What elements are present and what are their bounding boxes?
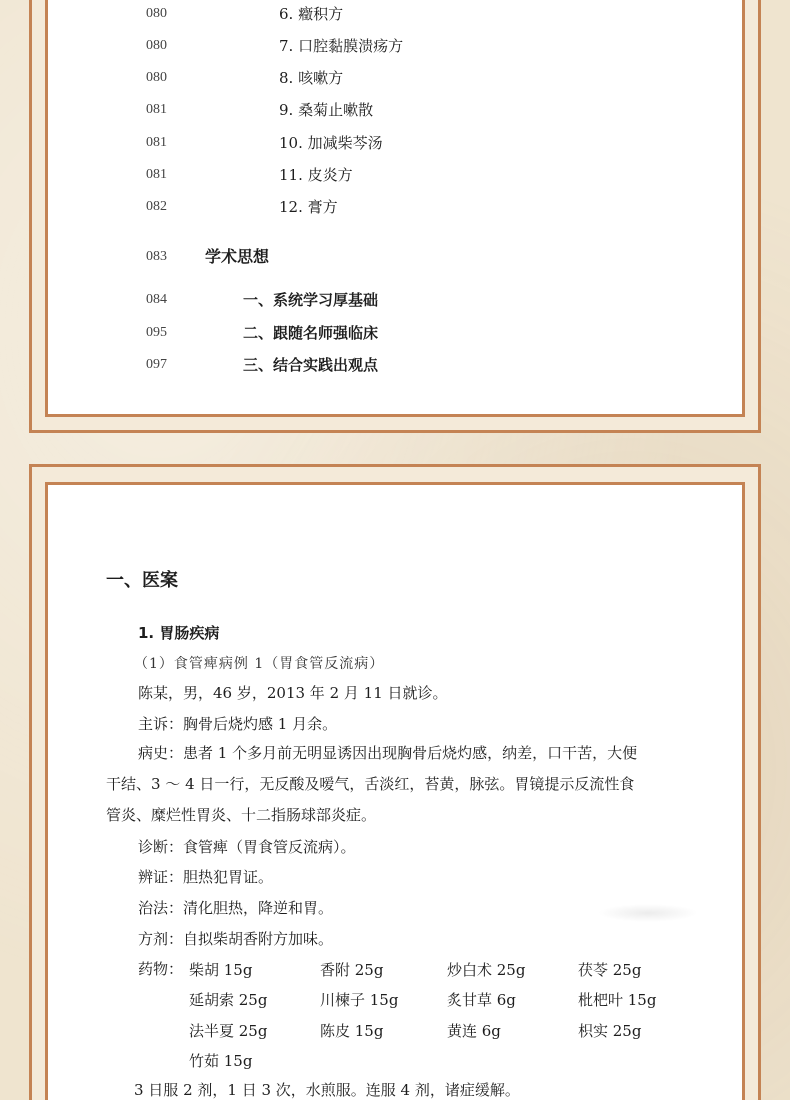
toc-page-frame: [29, 0, 761, 433]
toc-title: 8. 咳嗽方: [279, 69, 344, 87]
herb-item: 法半夏 25g: [189, 1022, 268, 1040]
herb-item: 茯苓 25g: [578, 961, 642, 979]
toc-page-number: 097: [146, 357, 167, 372]
toc-section-title: 一、系统学习厚基础: [243, 291, 379, 309]
herb-item: 炒白术 25g: [447, 961, 526, 979]
case-title: （1）食管痺病例 1（胃食管反流病）: [134, 656, 385, 672]
herbs-label: 药物：: [138, 960, 184, 978]
herb-item: 川楝子 15g: [320, 991, 399, 1009]
history-line: 管炎、糜烂性胃炎、十二指肠球部炎症。: [106, 806, 377, 824]
toc-title: 7. 口腔黏膜溃疡方: [279, 37, 404, 55]
herb-item: 延胡索 25g: [189, 991, 268, 1009]
herb-item: 炙甘草 6g: [447, 991, 516, 1009]
diagnosis: 诊断：食管痺（胃食管反流病）。: [138, 838, 356, 856]
dosage-instructions: 3 日服 2 剂，1 日 3 次，水煎服。连服 4 剂，诸症缓解。: [134, 1081, 520, 1099]
herb-item: 枇杷叶 15g: [578, 991, 657, 1009]
herb-item: 枳实 25g: [578, 1022, 642, 1040]
toc-page-number: 080: [146, 38, 167, 53]
toc-section-title: 三、结合实践出观点: [243, 356, 379, 374]
toc-page-number: 081: [146, 167, 167, 182]
toc-page-number: 082: [146, 199, 167, 214]
toc-title: 12. 膏方: [279, 198, 338, 216]
patient-info: 陈某，男，46 岁，2013 年 2 月 11 日就诊。: [138, 684, 448, 702]
syndrome-differentiation: 辨证：胆热犯胃证。: [138, 868, 274, 886]
history-line: 病史：患者 1 个多月前无明显诱因出现胸骨后烧灼感，纳差，口干苦，大便: [138, 744, 638, 762]
toc-page-number: 080: [146, 70, 167, 85]
toc-page-number: 083: [146, 249, 167, 264]
section-title: 一、医案: [106, 570, 178, 591]
toc-section-title: 二、跟随名师强临床: [243, 324, 379, 342]
toc-page-number: 081: [146, 135, 167, 150]
treatment-method: 治法：清化胆热，降逆和胃。: [138, 899, 334, 917]
toc-page-number: 095: [146, 325, 167, 340]
toc-chapter-title: 学术思想: [205, 247, 270, 266]
prescription: 方剂：自拟柴胡香附方加味。: [138, 930, 334, 948]
chief-complaint: 主诉：胸骨后烧灼感 1 月余。: [138, 715, 338, 733]
history-line: 干结、3 ～ 4 日一行，无反酸及嗳气，舌淡红，苔黄，脉弦。胃镜提示反流性食: [106, 775, 635, 793]
subsection-title: 1. 胃肠疾病: [138, 624, 220, 642]
toc-title: 11. 皮炎方: [279, 166, 353, 184]
toc-title: 9. 桑菊止嗽散: [279, 101, 374, 119]
toc-title: 6. 癥积方: [279, 5, 344, 23]
herb-item: 香附 25g: [320, 961, 384, 979]
herb-item: 竹茹 15g: [189, 1052, 253, 1070]
toc-page-number: 081: [146, 102, 167, 117]
toc-page-number: 084: [146, 292, 167, 307]
herb-item: 陈皮 15g: [320, 1022, 384, 1040]
toc-title: 10. 加减柴芩汤: [279, 134, 383, 152]
herb-item: 柴胡 15g: [189, 961, 253, 979]
herb-item: 黄连 6g: [447, 1022, 501, 1040]
scan-smudge: [598, 904, 698, 922]
toc-page-number: 080: [146, 6, 167, 21]
